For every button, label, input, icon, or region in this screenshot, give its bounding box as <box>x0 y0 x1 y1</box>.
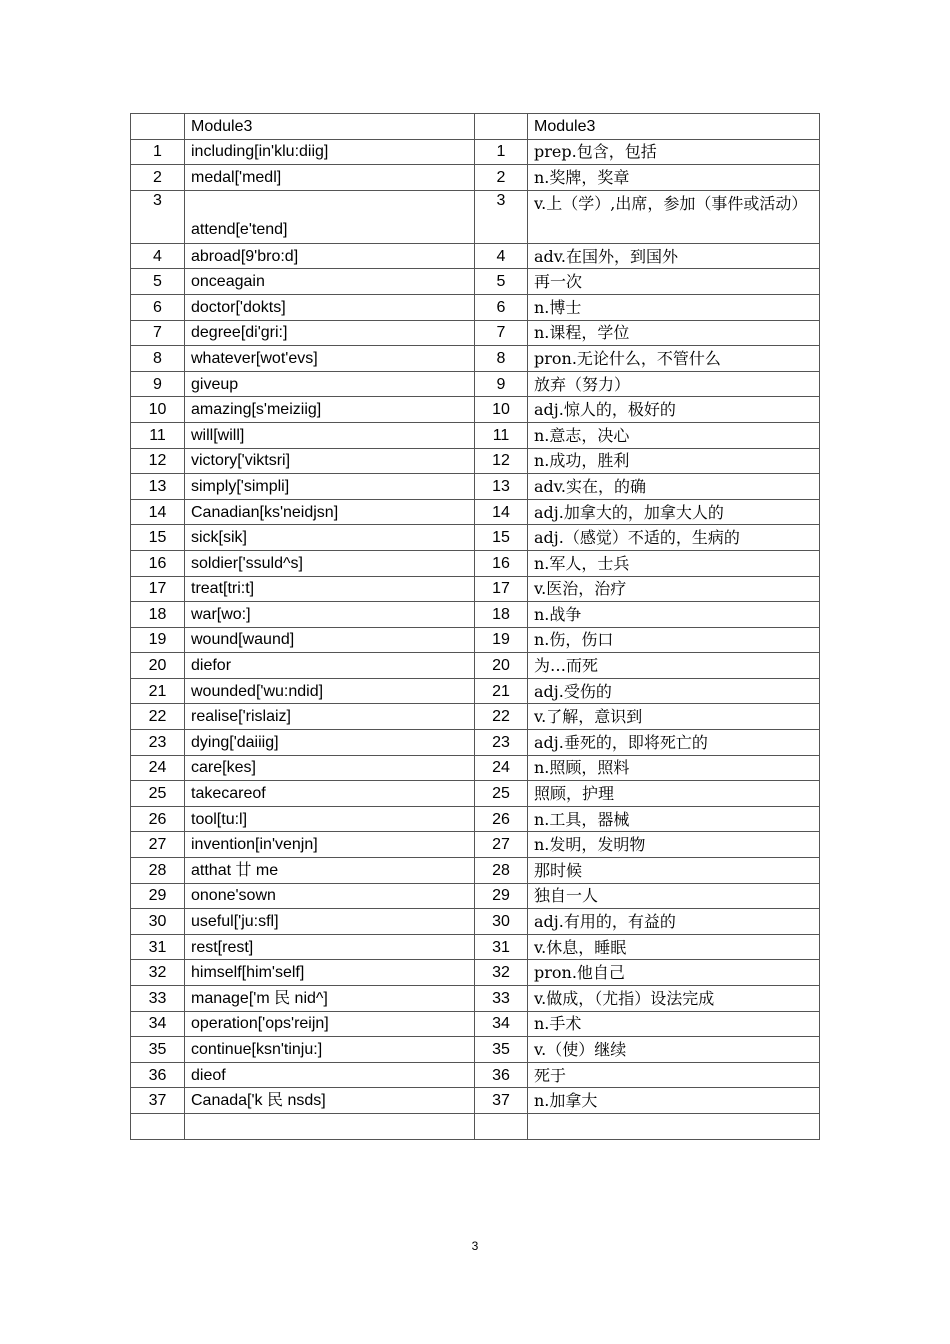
chinese-meaning: n.奖牌，奖章 <box>528 165 820 191</box>
english-word: rest[rest] <box>185 934 475 960</box>
word-number-right: 13 <box>475 474 528 500</box>
word-number-left: 17 <box>131 576 185 602</box>
table-row <box>131 986 820 1012</box>
word-number-right: 19 <box>475 627 528 653</box>
table-row <box>131 371 820 397</box>
word-number-right: 11 <box>475 422 528 448</box>
word-number-left: 18 <box>131 602 185 628</box>
word-number-right: 29 <box>475 883 528 909</box>
english-word: abroad[9'bro:d] <box>185 243 475 269</box>
chinese-meaning: adv.在国外，到国外 <box>528 243 820 269</box>
table-row <box>131 550 820 576</box>
table-row <box>131 499 820 525</box>
table-row <box>131 525 820 551</box>
table-row <box>131 602 820 628</box>
english-word: takecareof <box>185 781 475 807</box>
word-number-right: 5 <box>475 269 528 295</box>
english-word: whatever[wot'evs] <box>185 346 475 372</box>
word-number-left: 12 <box>131 448 185 474</box>
table-row <box>131 576 820 602</box>
word-number-right: 8 <box>475 346 528 372</box>
chinese-meaning: v.了解，意识到 <box>528 704 820 730</box>
english-word: will[will] <box>185 422 475 448</box>
table-row <box>131 883 820 909</box>
chinese-meaning: prep.包含，包括 <box>528 139 820 165</box>
chinese-meaning: adj.（感觉）不适的，生病的 <box>528 525 820 551</box>
word-number-left: 19 <box>131 627 185 653</box>
word-number-left: 33 <box>131 986 185 1012</box>
word-number-right: 18 <box>475 602 528 628</box>
word-number-right: 14 <box>475 499 528 525</box>
english-word: Canada['k 民 nsds] <box>185 1088 475 1114</box>
vocabulary-table <box>130 113 820 1140</box>
table-row <box>131 448 820 474</box>
chinese-meaning: adj.惊人的，极好的 <box>528 397 820 423</box>
chinese-meaning: 独自一人 <box>528 883 820 909</box>
word-number-left: 20 <box>131 653 185 679</box>
table-row <box>131 165 820 191</box>
english-word: doctor['dokts] <box>185 294 475 320</box>
chinese-meaning: n.军人，士兵 <box>528 550 820 576</box>
table-row <box>131 704 820 730</box>
english-word: treat[tri:t] <box>185 576 475 602</box>
vocabulary-table-body <box>131 114 820 1140</box>
table-row <box>131 858 820 884</box>
chinese-meaning: v.医治，治疗 <box>528 576 820 602</box>
word-number-left: 26 <box>131 806 185 832</box>
table-row <box>131 1011 820 1037</box>
word-number-right: 6 <box>475 294 528 320</box>
word-number-right: 9 <box>475 371 528 397</box>
word-number-left: 1 <box>131 139 185 165</box>
table-row <box>131 960 820 986</box>
chinese-meaning: n.照顾，照料 <box>528 755 820 781</box>
word-number-right: 23 <box>475 730 528 756</box>
word-number-right: 25 <box>475 781 528 807</box>
empty-cell-2 <box>185 1113 475 1139</box>
word-number-left: 7 <box>131 320 185 346</box>
chinese-meaning: 再一次 <box>528 269 820 295</box>
word-number-left: 6 <box>131 294 185 320</box>
chinese-meaning: 为…而死 <box>528 653 820 679</box>
word-number-right: 2 <box>475 165 528 191</box>
word-number-left: 21 <box>131 678 185 704</box>
english-word: soldier['ssuld^s] <box>185 550 475 576</box>
english-word: onceagain <box>185 269 475 295</box>
word-number-right: 27 <box>475 832 528 858</box>
english-word: amazing[s'meiziig] <box>185 397 475 423</box>
chinese-meaning: n.战争 <box>528 602 820 628</box>
english-word: war[wo:] <box>185 602 475 628</box>
english-word: simply['simpli] <box>185 474 475 500</box>
word-number-right: 33 <box>475 986 528 1012</box>
chinese-meaning: adj.加拿大的，加拿大人的 <box>528 499 820 525</box>
chinese-meaning: v.休息，睡眠 <box>528 934 820 960</box>
table-row <box>131 320 820 346</box>
english-word: wound[waund] <box>185 627 475 653</box>
english-word: attend[e'tend] <box>185 190 475 243</box>
table-row <box>131 909 820 935</box>
english-word: victory['viktsri] <box>185 448 475 474</box>
word-number-right: 20 <box>475 653 528 679</box>
word-number-right: 12 <box>475 448 528 474</box>
table-row <box>131 832 820 858</box>
chinese-meaning: n.成功，胜利 <box>528 448 820 474</box>
table-row <box>131 755 820 781</box>
english-word: manage['m 民 nid^] <box>185 986 475 1012</box>
table-row <box>131 190 820 243</box>
empty-cell-3 <box>475 1113 528 1139</box>
english-word: himself[him'self] <box>185 960 475 986</box>
chinese-meaning: n.发明，发明物 <box>528 832 820 858</box>
word-number-right: 28 <box>475 858 528 884</box>
word-number-left: 9 <box>131 371 185 397</box>
table-row <box>131 139 820 165</box>
table-row <box>131 422 820 448</box>
chinese-meaning: 照顾，护理 <box>528 781 820 807</box>
page-number: 3 <box>471 1239 479 1253</box>
english-word: Canadian[ks'neidjsn] <box>185 499 475 525</box>
word-number-right: 16 <box>475 550 528 576</box>
table-row <box>131 1088 820 1114</box>
table-header-row <box>131 114 820 140</box>
word-number-left: 27 <box>131 832 185 858</box>
word-number-left: 13 <box>131 474 185 500</box>
table-row <box>131 934 820 960</box>
empty-cell-1 <box>131 1113 185 1139</box>
word-number-right: 34 <box>475 1011 528 1037</box>
chinese-meaning: 放弃（努力） <box>528 371 820 397</box>
word-number-right: 1 <box>475 139 528 165</box>
english-word: degree[di'gri:] <box>185 320 475 346</box>
english-word: tool[tu:l] <box>185 806 475 832</box>
table-row <box>131 474 820 500</box>
word-number-right: 26 <box>475 806 528 832</box>
word-number-left: 25 <box>131 781 185 807</box>
english-word: giveup <box>185 371 475 397</box>
chinese-meaning: n.博士 <box>528 294 820 320</box>
table-row <box>131 397 820 423</box>
word-number-left: 36 <box>131 1062 185 1088</box>
chinese-meaning: adj.受伤的 <box>528 678 820 704</box>
table-row <box>131 653 820 679</box>
word-number-left: 37 <box>131 1088 185 1114</box>
chinese-meaning: v.做成，（尤指）设法完成 <box>528 986 820 1012</box>
word-number-left: 23 <box>131 730 185 756</box>
chinese-meaning: n.工具，器械 <box>528 806 820 832</box>
word-number-right: 36 <box>475 1062 528 1088</box>
english-word: wounded['wu:ndid] <box>185 678 475 704</box>
word-number-right: 35 <box>475 1037 528 1063</box>
chinese-meaning: pron.他自己 <box>528 960 820 986</box>
chinese-meaning: pron.无论什么，不管什么 <box>528 346 820 372</box>
table-row <box>131 346 820 372</box>
chinese-meaning: adj.垂死的，即将死亡的 <box>528 730 820 756</box>
english-word: useful['ju:sfl] <box>185 909 475 935</box>
header-number-cell-left <box>131 114 185 140</box>
word-number-left: 31 <box>131 934 185 960</box>
header-title-left: Module3 <box>185 114 475 140</box>
word-number-left: 16 <box>131 550 185 576</box>
table-row <box>131 294 820 320</box>
english-word: care[kes] <box>185 755 475 781</box>
chinese-meaning: v.上（学）,出席，参加（事件或活动） <box>528 190 820 243</box>
word-number-left: 5 <box>131 269 185 295</box>
word-number-right: 7 <box>475 320 528 346</box>
word-number-right: 3 <box>475 190 528 243</box>
english-word: atthat 廿 me <box>185 858 475 884</box>
word-number-left: 11 <box>131 422 185 448</box>
word-number-left: 4 <box>131 243 185 269</box>
word-number-right: 37 <box>475 1088 528 1114</box>
english-word: dying['daiiig] <box>185 730 475 756</box>
english-word: sick[sik] <box>185 525 475 551</box>
word-number-right: 32 <box>475 960 528 986</box>
english-word: diefor <box>185 653 475 679</box>
chinese-meaning: n.伤，伤口 <box>528 627 820 653</box>
word-number-left: 10 <box>131 397 185 423</box>
header-number-cell-right <box>475 114 528 140</box>
chinese-meaning: n.课程，学位 <box>528 320 820 346</box>
empty-cell-4 <box>528 1113 820 1139</box>
english-word: operation['ops'reijn] <box>185 1011 475 1037</box>
chinese-meaning: 那时候 <box>528 858 820 884</box>
english-word: onone'sown <box>185 883 475 909</box>
chinese-meaning: n.意志，决心 <box>528 422 820 448</box>
word-number-left: 34 <box>131 1011 185 1037</box>
chinese-meaning: adv.实在，的确 <box>528 474 820 500</box>
table-row <box>131 243 820 269</box>
word-number-left: 14 <box>131 499 185 525</box>
word-number-left: 28 <box>131 858 185 884</box>
word-number-right: 30 <box>475 909 528 935</box>
table-row <box>131 781 820 807</box>
word-number-right: 4 <box>475 243 528 269</box>
chinese-meaning: 死于 <box>528 1062 820 1088</box>
english-word: medal['medl] <box>185 165 475 191</box>
table-row <box>131 627 820 653</box>
table-row <box>131 1062 820 1088</box>
word-number-left: 3 <box>131 190 185 243</box>
word-number-left: 29 <box>131 883 185 909</box>
table-row <box>131 806 820 832</box>
word-number-left: 35 <box>131 1037 185 1063</box>
word-number-right: 21 <box>475 678 528 704</box>
table-row <box>131 730 820 756</box>
english-word: realise['rislaiz] <box>185 704 475 730</box>
empty-table-row <box>131 1113 820 1139</box>
word-number-right: 31 <box>475 934 528 960</box>
word-number-right: 24 <box>475 755 528 781</box>
table-row <box>131 678 820 704</box>
word-number-left: 30 <box>131 909 185 935</box>
english-word: invention[in'venjn] <box>185 832 475 858</box>
chinese-meaning: n.手术 <box>528 1011 820 1037</box>
word-number-left: 22 <box>131 704 185 730</box>
word-number-right: 10 <box>475 397 528 423</box>
chinese-meaning: n.加拿大 <box>528 1088 820 1114</box>
word-number-left: 15 <box>131 525 185 551</box>
word-number-left: 8 <box>131 346 185 372</box>
table-row <box>131 269 820 295</box>
word-number-right: 15 <box>475 525 528 551</box>
header-title-right: Module3 <box>528 114 820 140</box>
english-word: continue[ksn'tinju:] <box>185 1037 475 1063</box>
english-word: including[in'klu:diig] <box>185 139 475 165</box>
word-number-right: 17 <box>475 576 528 602</box>
table-row <box>131 1037 820 1063</box>
word-number-left: 32 <box>131 960 185 986</box>
word-number-left: 2 <box>131 165 185 191</box>
english-word: dieof <box>185 1062 475 1088</box>
chinese-meaning: adj.有用的，有益的 <box>528 909 820 935</box>
word-number-left: 24 <box>131 755 185 781</box>
chinese-meaning: v.（使）继续 <box>528 1037 820 1063</box>
word-number-right: 22 <box>475 704 528 730</box>
